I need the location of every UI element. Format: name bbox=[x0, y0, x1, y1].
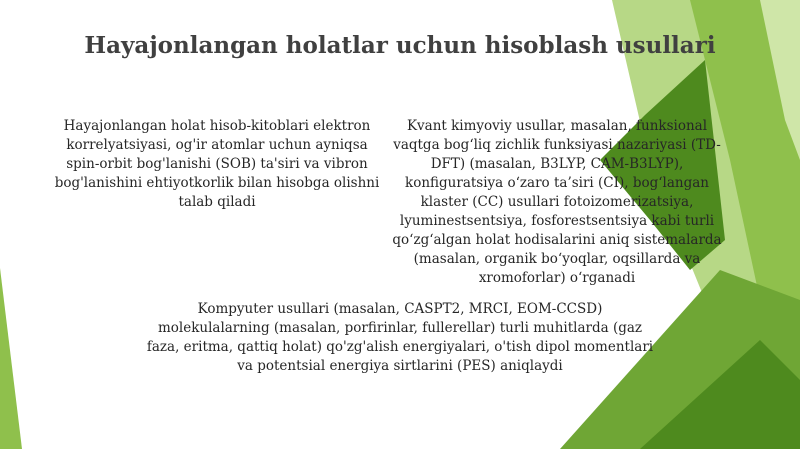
left-text-block: Hayajonlangan holat hisob-kitoblari elektron korrelyatsiyasi, og'ir atomlar uchun ayniqsa spin-orbit bog'lanishi (SOB) ta'siri va vibron bog'lanishini ehtiyotkorlik bilan hisobga olishni talab qiladi bbox=[54, 118, 380, 210]
slide-title: Hayajonlangan holatlar uchun hisoblash usullari bbox=[84, 32, 716, 59]
right-text-block: Kvant kimyoviy usullar, masalan, funksional vaqtga bog‘liq zichlik funksiyasi nazariyasi (TD-DFT) (masalan, B3LYP, CAM-B3LYP), konfiguratsiya o‘zaro ta’siri (CI), bog‘langan klaster (CC) usullari fotoizomerizatsiya, lyuminestsentsiya, fosforestsentsiya kabi turli qo‘zg‘algan holat hodisalarini aniq sistemalarda (masalan, organik bo‘yoqlar, oqsillarda va xromoforlar) o‘rganadi bbox=[392, 118, 722, 286]
left-green-edge bbox=[0, 268, 22, 449]
bottom-text-block: Kompyuter usullari (masalan, CASPT2, MRCI, EOM-CCSD) molekulalarning (masalan, porfirinlar, fullerellar) turli muhitlarda (gaz faza, eritma, qattiq holat) qo'zg'alish energiyalari, o'tish dipol momentlari va potentsial energiya sirtlarini (PES) aniqlaydi bbox=[146, 301, 654, 374]
